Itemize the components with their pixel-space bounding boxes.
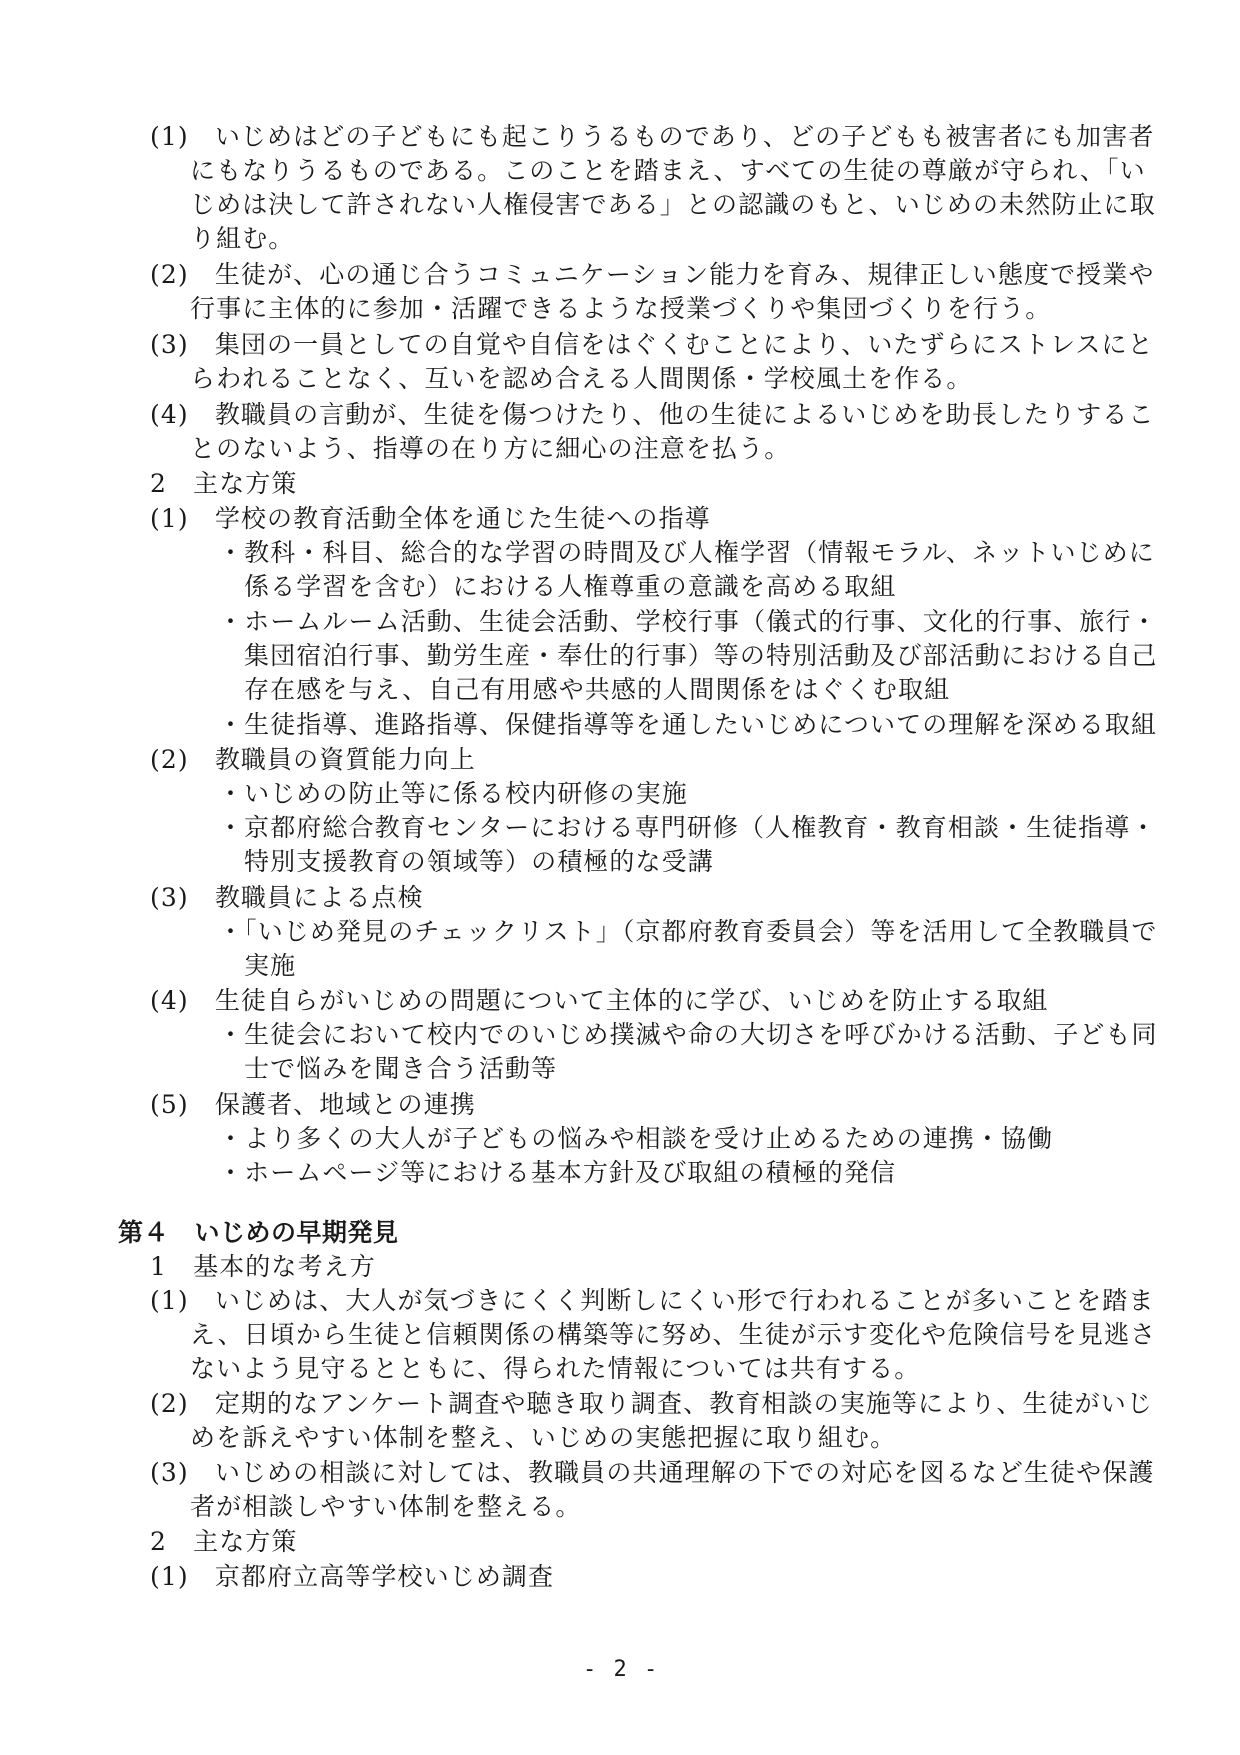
item-2-line-2: 行事に主体的に参加・活躍できるような授業づくりや集団づくりを行う。: [190, 294, 1052, 323]
bullet-line: ・生徒会において校内でのいじめ撲滅や命の大切さを呼びかける活動、子ども同: [218, 1020, 1158, 1049]
bullet-line: ・「いじめ発見のチェックリスト」（京都府教育委員会）等を活用して全教職員で: [218, 917, 1158, 946]
bullet-line: 存在感を与え、自己有用感や共感的人間関係をはぐくむ取組: [244, 675, 951, 704]
item-3-line-1: (3) 集団の一員としての自覚や自信をはぐくむことにより、いたずらにストレスにと: [150, 330, 1154, 359]
item-3-line-2: らわれることなく、互いを認め合える人間関係・学校風土を作る。: [190, 364, 973, 393]
section-heading: 第４ いじめの早期発見: [118, 1218, 399, 1247]
item-4-line-1: (4) 教職員の言動が、生徒を傷つけたり、他の生徒によるいじめを助長したりするこ: [150, 400, 1155, 429]
bullet-line: ・いじめの防止等に係る校内研修の実施: [218, 779, 688, 808]
item-2-line-1: (2) 生徒が、心の通じ合うコミュニケーション能力を育み、規律正しい態度で授業や: [150, 260, 1155, 289]
measure-5-heading: (5) 保護者、地域との連携: [150, 1090, 476, 1119]
approach-3-line-1: (3) いじめの相談に対しては、教職員の共通理解の下での対応を図るなど生徒や保護: [150, 1458, 1155, 1487]
measure-2-heading: (2) 教職員の資質能力向上: [150, 745, 476, 774]
item-1-line-1: (1) いじめはどの子どもにも起こりうるものであり、どの子どもも被害者にも加害者: [150, 122, 1155, 151]
page-number: - 2 -: [583, 1657, 660, 1682]
approach-2-line-2: めを訴えやすい体制を整え、いじめの実態把握に取り組む。: [190, 1423, 897, 1452]
subheading-main-measures-2: 2 主な方策: [150, 1527, 298, 1556]
measure-4-heading: (4) 生徒自らがいじめの問題について主体的に学び、いじめを防止する取組: [150, 986, 1049, 1015]
item-1-line-4: り組む。: [190, 224, 295, 253]
bullet-line: 特別支援教育の領域等）の積極的な受講: [244, 847, 714, 876]
bullet-line: ・教科・科目、総合的な学習の時間及び人権学習（情報モラル、ネットいじめに: [218, 538, 1155, 567]
bullet-line: ・ホームページ等における基本方針及び取組の積極的発信: [218, 1158, 897, 1187]
bullet-line: 集団宿泊行事、勤労生産・奉仕的行事）等の特別活動及び部活動における自己: [244, 641, 1158, 670]
bullet-line: ・京都府総合教育センターにおける専門研修（人権教育・教育相談・生徒指導・: [218, 813, 1157, 842]
measure-1-heading: (1) 学校の教育活動全体を通じた生徒への指導: [150, 504, 711, 533]
bullet-line: 実施: [244, 951, 297, 980]
bullet-line: 係る学習を含む）における人権尊重の意識を高める取組: [244, 572, 897, 601]
measure-3-heading: (3) 教職員による点検: [150, 883, 424, 912]
item-1-line-2: にもなりうるものである。このことを踏まえ、すべての生徒の尊厳が守られ、「い: [190, 156, 1146, 185]
bullet-line: 士で悩みを聞き合う活動等: [244, 1054, 558, 1083]
measure-heading: (1) 京都府立高等学校いじめ調査: [150, 1562, 555, 1591]
approach-1-line-1: (1) いじめは、大人が気づきにくく判断しにくい形で行われることが多いことを踏ま: [150, 1286, 1155, 1315]
approach-3-line-2: 者が相談しやすい体制を整える。: [190, 1492, 582, 1521]
bullet-line: ・より多くの大人が子どもの悩みや相談を受け止めるための連携・協働: [218, 1124, 1054, 1153]
item-4-line-2: とのないよう、指導の在り方に細心の注意を払う。: [190, 434, 791, 463]
approach-1-line-2: え、日頃から生徒と信頼関係の構築等に努め、生徒が示す変化や危険信号を見逃さ: [190, 1320, 1157, 1349]
approach-2-line-1: (2) 定期的なアンケート調査や聴き取り調査、教育相談の実施等により、生徒がいじ: [150, 1389, 1153, 1418]
approach-1-line-3: ないよう見守るとともに、得られた情報については共有する。: [190, 1354, 921, 1383]
bullet-line: ・ホームルーム活動、生徒会活動、学校行事（儀式的行事、文化的行事、旅行・: [218, 607, 1158, 636]
subheading-main-measures: 2 主な方策: [150, 469, 298, 498]
item-1-line-3: じめは決して許されない人権侵害である」との認識のもと、いじめの未然防止に取: [190, 190, 1156, 219]
subheading-basic-approach: 1 基本的な考え方: [150, 1252, 376, 1281]
bullet-line: ・生徒指導、進路指導、保健指導等を通したいじめについての理解を深める取組: [218, 710, 1158, 739]
